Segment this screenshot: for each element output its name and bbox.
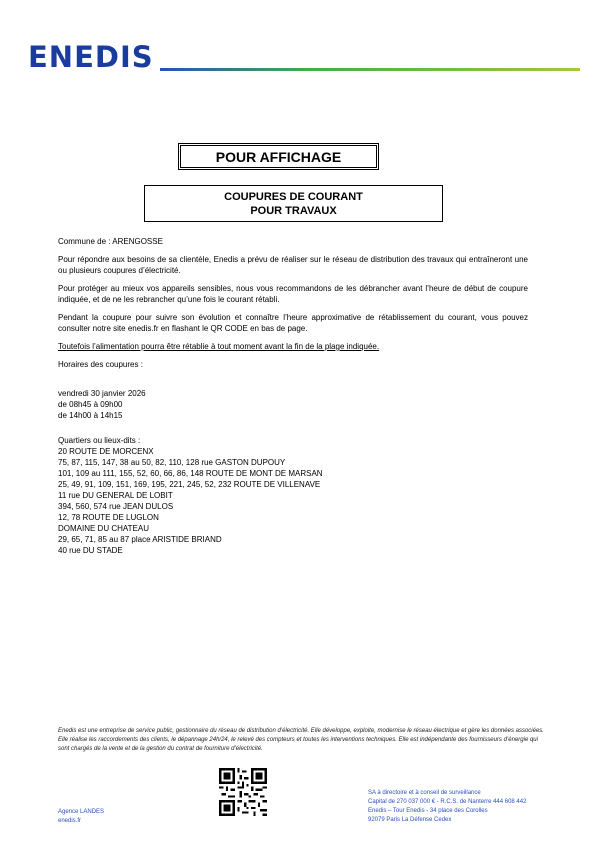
subtitle-line-2: POUR TRAVAUX [250, 205, 337, 217]
place-item: 75, 87, 115, 147, 38 au 50, 82, 110, 128 rue GASTON DUPOUY [58, 458, 286, 467]
place-item: 29, 65, 71, 85 au 87 place ARISTIDE BRIAND [58, 535, 222, 544]
commune-line: Commune de : ARENGOSSE [58, 237, 163, 246]
schedule-slot: de 14h00 à 14h15 [58, 411, 123, 420]
place-item: 12, 78 ROUTE DE LUGLON [58, 513, 159, 522]
page-title: POUR AFFICHAGE [178, 143, 379, 170]
agency-website[interactable]: enedis.fr [58, 818, 82, 824]
agency-name: Agence LANDES [58, 809, 105, 815]
legal-block [368, 789, 526, 825]
legal-line: SA à directoire et à conseil de surveillance [368, 790, 481, 796]
footer-note: Enedis est une entreprise de service public, gestionnaire du réseau de distribution d’électricité. Elle développe, exploite, modernise le réseau électrique et gère les données associées. Elle réalise les raccordements des clients, le dépannage 24h/24, le relevé des compteurs et toutes les interventions techniques. Elle est indépendante des fournisseurs d’énergie qui sont chargés de la vente et de la gestion du contrat de fourniture d’électricité. [58, 728, 544, 752]
places-label: Quartiers ou lieux-dits : [58, 436, 141, 445]
schedule-label: Horaires des coupures : [58, 360, 143, 369]
agency-block [58, 808, 104, 826]
paragraph-2: Pour protéger au mieux vos appareils sensibles, nous vous recommandons de les débrancher avant l’heure de début de coupure indiquée, et de ne les rebrancher qu’une fois le courant rétabli. [58, 284, 528, 304]
legal-line: Enedis – Tour Enedis - 34 place des Corolles [368, 808, 488, 814]
place-item: 11 rue DU GENERAL DE LOBIT [58, 491, 173, 500]
place-item: 25, 49, 91, 109, 151, 169, 195, 221, 245, 52, 232 ROUTE DE VILLENAVE [58, 480, 321, 489]
notice-body [58, 236, 528, 556]
place-item: 40 rue DU STADE [58, 546, 123, 555]
subtitle-box [144, 185, 443, 222]
paragraph-1: Pour répondre aux besoins de sa clientèle, Enedis a prévu de réaliser sur le réseau de distribution des travaux qui entraîneront une ou plusieurs coupures d’électricité. [58, 255, 528, 275]
legal-line: Capital de 270 037 000 € - R.C.S. de Nanterre 444 608 442 [368, 799, 527, 805]
subtitle-line-1: COUPURES DE COURANT [224, 191, 363, 203]
place-item: 101, 109 au 111, 155, 52, 60, 66, 86, 148 ROUTE DE MONT DE MARSAN [58, 469, 323, 478]
paragraph-3: Pendant la coupure pour suivre son évolution et connaître l’heure approximative de rétablissement du courant, vous pouvez consulter notre site enedis.fr en flashant le QR CODE en bas de page. [58, 313, 528, 333]
schedule-date: vendredi 30 janvier 2026 [58, 389, 146, 398]
places-block [58, 435, 528, 556]
legal-line: 92079 Paris La Défense Cedex [368, 817, 452, 823]
enedis-logo: ENEDIS [28, 40, 154, 74]
warning-line: Toutefois l’alimentation pourra être rétablie à tout moment avant la fin de la plage indiquée. [58, 342, 380, 351]
schedule-block [58, 388, 528, 421]
schedule-slot: de 08h45 à 09h00 [58, 400, 123, 409]
qr-code-icon[interactable] [219, 768, 267, 816]
header-divider [160, 68, 580, 71]
place-item: DOMAINE DU CHATEAU [58, 524, 149, 533]
place-item: 20 ROUTE DE MORCENX [58, 447, 154, 456]
place-item: 394, 560, 574 rue JEAN DULOS [58, 502, 174, 511]
